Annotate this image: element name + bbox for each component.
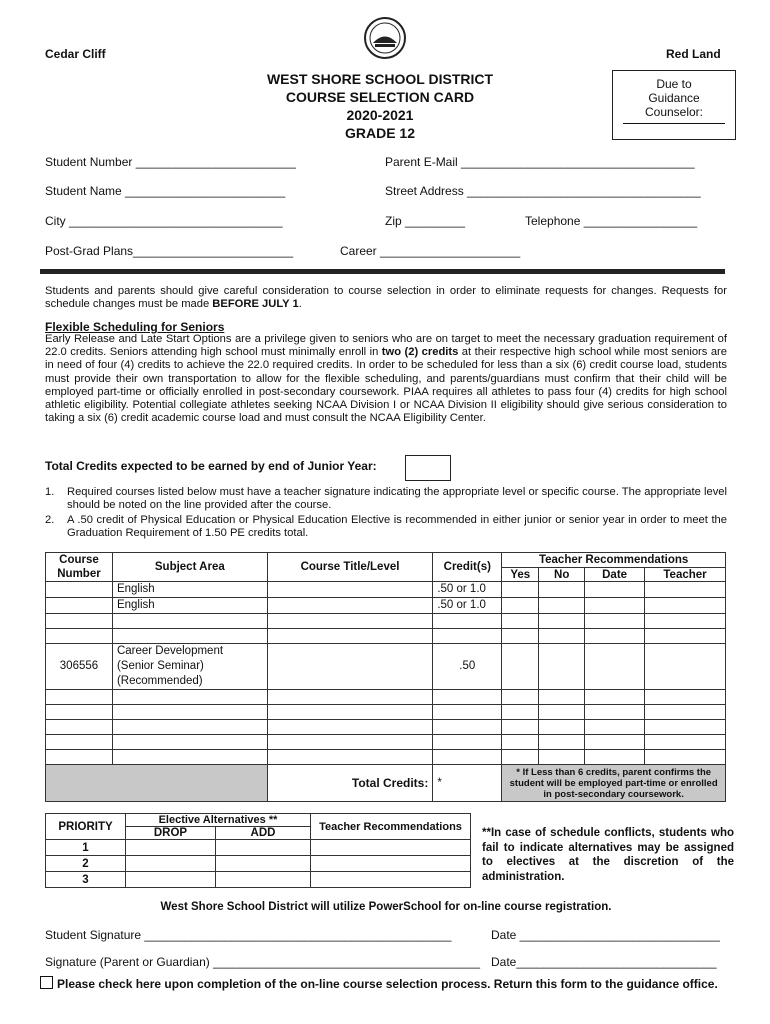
telephone-field[interactable]: Telephone _________________ — [525, 214, 698, 228]
divider — [40, 269, 725, 274]
teacher-cell[interactable] — [645, 735, 726, 750]
course-title-cell[interactable] — [267, 750, 433, 765]
priority-row — [46, 872, 471, 888]
left-location: Cedar Cliff — [45, 47, 106, 61]
course-row — [46, 750, 726, 765]
yes-cell[interactable] — [502, 644, 539, 690]
no-cell[interactable] — [539, 705, 585, 720]
course-number-cell — [46, 614, 113, 629]
course-title-cell[interactable] — [267, 690, 433, 705]
credits-cell: .50 or 1.0 — [433, 582, 502, 598]
parent-email-field[interactable]: Parent E-Mail ___________________________________ — [385, 155, 695, 169]
course-row — [46, 629, 726, 644]
yes-cell[interactable] — [502, 750, 539, 765]
course-number-header: Course Number — [46, 553, 113, 582]
form-title: WEST SHORE SCHOOL DISTRICT COURSE SELECTION CARD 2020-2021 GRADE 12 — [266, 71, 494, 141]
course-number-cell — [46, 598, 113, 614]
date-cell[interactable] — [585, 720, 645, 735]
subject-cell: English — [112, 598, 267, 614]
no-cell[interactable] — [539, 720, 585, 735]
no-cell[interactable] — [539, 582, 585, 598]
no-cell[interactable] — [539, 629, 585, 644]
final-check-row — [40, 976, 730, 992]
date-cell[interactable] — [585, 644, 645, 690]
course-title-cell[interactable] — [267, 644, 433, 690]
student-signature-field[interactable]: Student Signature ______________________________________________ — [45, 928, 452, 942]
priority-number-cell: 2 — [46, 856, 126, 872]
course-title-cell[interactable] — [267, 598, 433, 614]
flex-heading: Flexible Scheduling for Seniors — [45, 320, 225, 334]
priority-teacher-cell[interactable] — [311, 856, 471, 872]
intro-text: Students and parents should give careful consideration to course selection in order to eliminate requests for changes. Requests for schedule changes must be made BEFORE JULY 1. — [45, 285, 727, 311]
flex-text: Early Release and Late Start Options are a privilege given to seniors who are on target to meet the necessary graduation requirement of 22.0 credits. Seniors attending high school must minimally enroll in two (2) credits at their respective high school while most seniors are in need of four (4) credits to achieve the 22.0 required credits. In order to be scheduled for less than a six (6) credit course load, students must provide their own transportation to allow for the flexible scheduling, and parents/guardians must confirm that their child will be employed part-time or officially enrolled in post-secondary coursework. PIAA requires all athletes to pass four (4) credits for high school athletic eligibility. Potential collegiate athletes seeking NCAA Division I or NCAA Division II eligibility should give serious consideration to taking a six (6) credit academic course load and must consult the NCAA Eligibility Center. — [45, 333, 727, 425]
parent-signature-field[interactable]: Signature (Parent or Guardian) ________________________________________ — [45, 955, 481, 969]
course-row — [46, 582, 726, 598]
subject-cell: Career Development (Senior Seminar) (Recommended) — [112, 644, 267, 690]
priority-row — [46, 840, 471, 856]
subject-cell — [112, 735, 267, 750]
credits-cell — [433, 614, 502, 629]
course-number-cell: 306556 — [46, 644, 113, 690]
course-number-cell — [46, 750, 113, 765]
credits-header: Credit(s) — [433, 553, 502, 582]
course-row — [46, 705, 726, 720]
no-cell[interactable] — [539, 598, 585, 614]
subject-cell — [112, 629, 267, 644]
date-cell[interactable] — [585, 614, 645, 629]
parent-date-field[interactable]: Date______________________________ — [491, 955, 717, 969]
subject-cell — [112, 720, 267, 735]
no-cell[interactable] — [539, 690, 585, 705]
date-cell[interactable] — [585, 750, 645, 765]
total-note: * If Less than 6 credits, parent confirms the student will be employed part-time or enrolled in post-secondary coursework. — [502, 765, 726, 802]
priority-number-cell: 3 — [46, 872, 126, 888]
drop-cell[interactable] — [126, 872, 216, 888]
teacher-rec-header: Teacher Recommendations — [502, 553, 726, 568]
course-number-cell — [46, 735, 113, 750]
no-cell[interactable] — [539, 614, 585, 629]
course-title-cell[interactable] — [267, 705, 433, 720]
add-cell[interactable] — [216, 856, 311, 872]
priority-number-cell: 1 — [46, 840, 126, 856]
junior-credits-input[interactable] — [405, 455, 451, 481]
teacher-cell[interactable] — [645, 629, 726, 644]
yes-cell[interactable] — [502, 735, 539, 750]
career-field[interactable]: Career _____________________ — [340, 244, 521, 258]
teacher-header: Teacher — [645, 568, 726, 582]
drop-header: DROP — [126, 827, 216, 840]
no-cell[interactable] — [539, 644, 585, 690]
date-cell[interactable] — [585, 705, 645, 720]
total-label: Total Credits: — [267, 765, 433, 802]
subject-cell — [112, 690, 267, 705]
teacher-cell[interactable] — [645, 644, 726, 690]
total-mark[interactable]: * — [433, 765, 502, 802]
course-row — [46, 614, 726, 629]
city-field[interactable]: City ________________________________ — [45, 214, 283, 228]
course-row — [46, 690, 726, 705]
course-number-cell — [46, 720, 113, 735]
credits-cell — [433, 629, 502, 644]
subject-header: Subject Area — [112, 553, 267, 582]
date-cell[interactable] — [585, 598, 645, 614]
course-title-cell[interactable] — [267, 720, 433, 735]
priority-header: PRIORITY — [46, 814, 126, 840]
credits-cell — [433, 705, 502, 720]
course-row — [46, 720, 726, 735]
date-cell[interactable] — [585, 690, 645, 705]
right-location: Red Land — [666, 47, 721, 61]
yes-cell[interactable] — [502, 598, 539, 614]
zip-field[interactable]: Zip _________ — [385, 214, 466, 228]
student-name-field[interactable]: Student Name ________________________ — [45, 184, 286, 198]
note-1: 1. Required courses listed below must have a teacher signature indicating the appropriate level or specific course. The appropriate level should be noted on the line provided after the course. — [45, 486, 727, 512]
completion-checkbox[interactable] — [40, 976, 53, 989]
teacher-cell[interactable] — [645, 720, 726, 735]
course-title-cell[interactable] — [267, 614, 433, 629]
add-header: ADD — [216, 827, 311, 840]
date-header: Date — [585, 568, 645, 582]
priority-teacher-cell[interactable] — [311, 872, 471, 888]
teacher-cell[interactable] — [645, 582, 726, 598]
date-cell[interactable] — [585, 735, 645, 750]
yes-cell[interactable] — [502, 582, 539, 598]
add-cell[interactable] — [216, 840, 311, 856]
credits-cell — [433, 750, 502, 765]
elective-alt-header: Elective Alternatives ** — [126, 814, 311, 827]
credits-cell — [433, 735, 502, 750]
credits-cell — [433, 720, 502, 735]
course-number-cell — [46, 690, 113, 705]
no-cell[interactable] — [539, 735, 585, 750]
note-2: 2. A .50 credit of Physical Education or Physical Education Elective is recommended in either junior or senior year in order to meet the Graduation Requirement of 1.50 PE credits total. — [45, 514, 727, 540]
teacher-cell[interactable] — [645, 705, 726, 720]
yes-cell[interactable] — [502, 690, 539, 705]
no-header: No — [539, 568, 585, 582]
priority-table — [45, 813, 471, 888]
junior-credits-label: Total Credits expected to be earned by end of Junior Year: — [45, 459, 377, 473]
district-seal-icon — [363, 16, 407, 63]
priority-teacher-cell[interactable] — [311, 840, 471, 856]
yes-cell[interactable] — [502, 705, 539, 720]
drop-cell[interactable] — [126, 856, 216, 872]
course-number-cell — [46, 629, 113, 644]
student-date-field[interactable]: Date ______________________________ — [491, 928, 720, 942]
priority-teacher-rec-header: Teacher Recommendations — [311, 814, 471, 840]
conflict-note: **In case of schedule conflicts, students who fail to indicate alternatives may be assigned to electives at the discretion of the administration. — [482, 827, 734, 883]
credits-cell: .50 — [433, 644, 502, 690]
course-row — [46, 644, 726, 690]
student-number-field[interactable]: Student Number ________________________ — [45, 155, 296, 169]
course-title-cell[interactable] — [267, 735, 433, 750]
teacher-cell[interactable] — [645, 690, 726, 705]
post-grad-field[interactable]: Post-Grad Plans________________________ — [45, 244, 294, 258]
title-header: Course Title/Level — [267, 553, 433, 582]
date-cell[interactable] — [585, 629, 645, 644]
course-row — [46, 598, 726, 614]
no-cell[interactable] — [539, 750, 585, 765]
subject-cell — [112, 614, 267, 629]
yes-cell[interactable] — [502, 629, 539, 644]
teacher-cell[interactable] — [645, 750, 726, 765]
course-number-cell — [46, 582, 113, 598]
course-title-cell[interactable] — [267, 629, 433, 644]
priority-row — [46, 856, 471, 872]
course-number-cell — [46, 705, 113, 720]
credits-cell: .50 or 1.0 — [433, 598, 502, 614]
total-grey-cell — [46, 765, 268, 802]
add-cell[interactable] — [216, 872, 311, 888]
subject-cell: English — [112, 582, 267, 598]
yes-cell[interactable] — [502, 720, 539, 735]
subject-cell — [112, 705, 267, 720]
yes-cell[interactable] — [502, 614, 539, 629]
course-row — [46, 735, 726, 750]
teacher-cell[interactable] — [645, 598, 726, 614]
drop-cell[interactable] — [126, 840, 216, 856]
guidance-box: Due to Guidance Counselor: — [612, 70, 736, 140]
street-address-field[interactable]: Street Address ___________________________________ — [385, 184, 701, 198]
subject-cell — [112, 750, 267, 765]
date-cell[interactable] — [585, 582, 645, 598]
course-title-cell[interactable] — [267, 582, 433, 598]
final-check-text: Please check here upon completion of the on-line course selection process. Return this form to the guidance office. — [57, 977, 718, 991]
credits-cell — [433, 690, 502, 705]
teacher-cell[interactable] — [645, 614, 726, 629]
yes-header: Yes — [502, 568, 539, 582]
powerschool-note: West Shore School District will utilize PowerSchool for on-line course registration. — [160, 901, 612, 913]
course-table — [45, 552, 726, 802]
